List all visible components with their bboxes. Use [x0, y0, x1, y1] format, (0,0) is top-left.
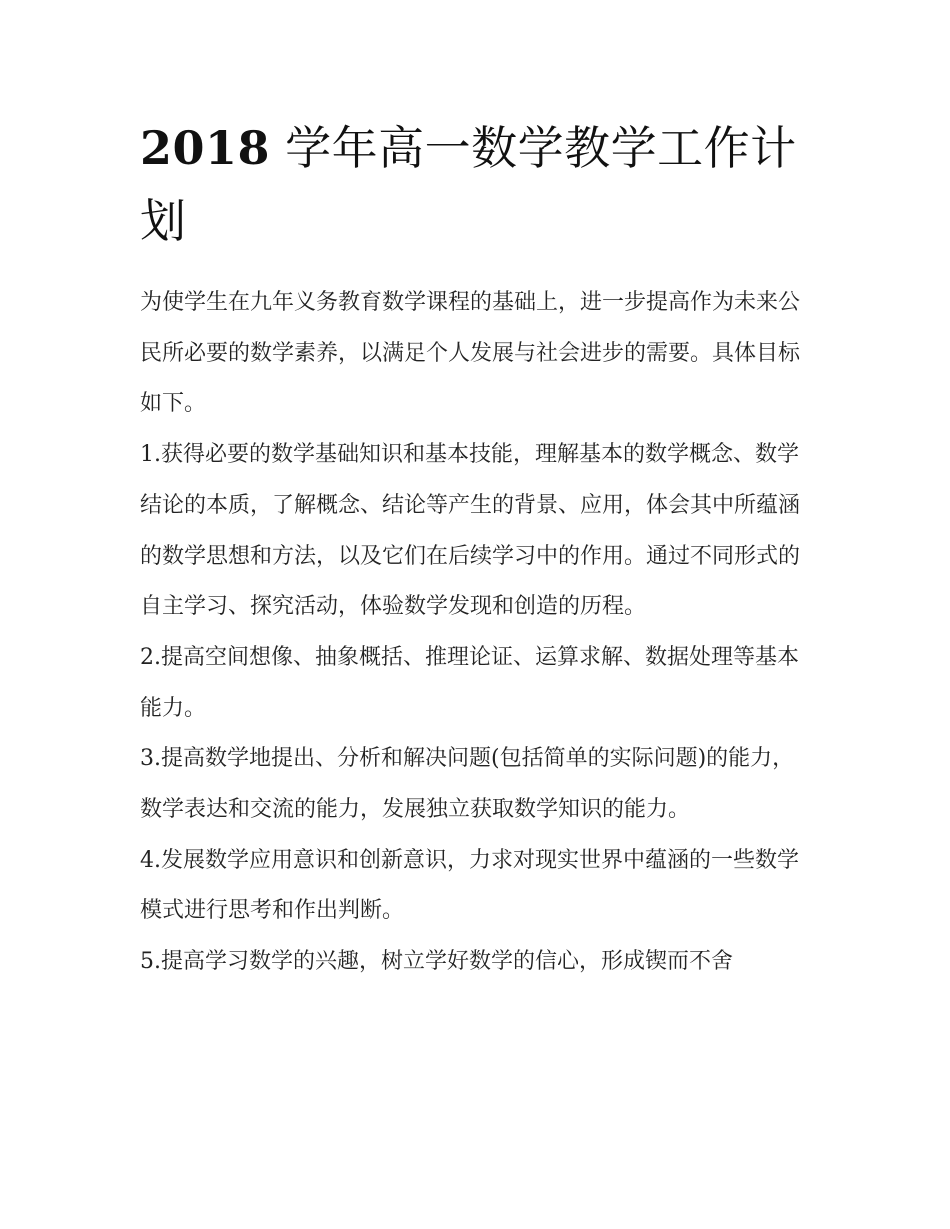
goal-paragraph-2: 2.提高空间想像、抽象概括、推理论证、运算求解、数据处理等基本能力。	[140, 644, 799, 721]
title-year: 2018	[140, 121, 271, 175]
document-content	[140, 112, 812, 988]
title-text: 学年高一数学教学工作计划	[140, 121, 797, 248]
document-title	[140, 112, 812, 258]
goal-paragraph-3: 3.提高数学地提出、分析和解决问题(包括简单的实际问题)的能力，数学表达和交流的能力，发展独立获取数学知识的能力。	[140, 746, 795, 823]
goal-paragraph-1: 1.获得必要的数学基础知识和基本技能，理解基本的数学概念、数学结论的本质，了解概念、结论等产生的背景、应用，体会其中所蕴涵的数学思想和方法，以及它们在后续学习中的作用。通过不同形式的自主学习、探究活动，体验数学发现和创造的历程。	[140, 442, 801, 620]
goal-paragraph-5: 5.提高学习数学的兴趣，树立学好数学的信心，形成锲而不舍	[140, 949, 733, 975]
document-body	[140, 278, 812, 988]
intro-paragraph: 为使学生在九年义务教育数学课程的基础上，进一步提高作为未来公民所必要的数学素养，以满足个人发展与社会进步的需要。具体目标如下。	[140, 290, 801, 417]
goal-paragraph-4: 4.发展数学应用意识和创新意识，力求对现实世界中蕴涵的一些数学模式进行思考和作出判断。	[140, 847, 799, 924]
